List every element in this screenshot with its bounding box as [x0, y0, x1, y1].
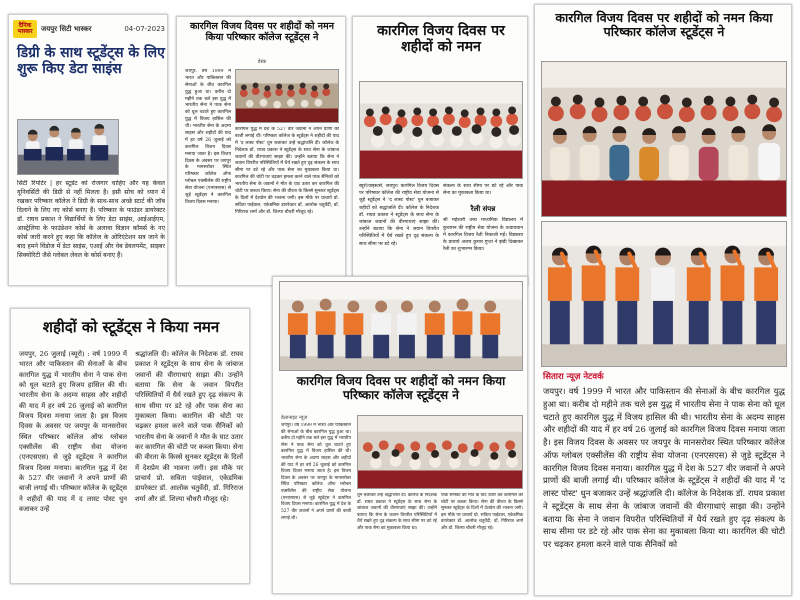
- clipping-byline: डेलानाइट न्यूज़: [281, 415, 308, 421]
- clipping-body-column-2: कारगिल युद्ध में देश के 527 वीर जवानों ने अपने प्राणों की बाजी लगाई थी। परिष्कार कॉलेज के स्टूडेंट्स ने शहीदों की याद में 'द लास्ट पोस्ट' धुन बजाकर उन्हें श्रद्धांजलि दी। कॉलेज के निदेशक डॉ. राघव प्रकाश ने स्टूडेंट्स के साथ सेना के जांबाज जवानों की वीरगाथाएं साझा कीं। उन्होंने बताया कि सेना ने जवान विपरीत परिस्थितियों में धैर्य रखते हुए दृढ़ संकल्प के साथ सीमा पर डटे रहे और पाक सेना का मुकाबला किया था। कारगिल की चोटी पर चढ़कर हमला करने वाले पाक सैनिकों को भारतीय सेना के जवानों ने मौत के घाट उतार कर कारगिल की चोटी पर कब्जा किया। सेना की वीरता के किस्से सुनकर स्टूडेंट्स के दिलों में देशप्रेम की भावना जगी। इस मौके पर प्राचार्य प्रो. सविता पाईवाल, एकेडमिक डायरेक्टर डॉ. आलोक चतुर्वेदी, डॉ. गिरिराज शर्मा और डॉ. शिल्पा चौधरी मौजूद रहे।: [235, 127, 339, 215]
- clipping-body-column-2-bottom: श्री महेश्वरी उच्च माध्यमिक विद्यालय में कुचामन की राष्ट्रीय सेवा योजना के तत्वावधान में कारगिल विजय रैली निकाली गई। विद्यालय के प्राचार्य अजय कुमार गुप्ता ने झंडी दिखाकर रैली का शुभारम्भ किया।: [443, 218, 523, 253]
- students-salute-photo: [541, 221, 787, 367]
- clipping-headline: डिग्री के साथ स्टूडेंट्स के लिए शुरू किए डेटा साइंस: [17, 45, 165, 78]
- clipping-body-column-2: धुन बजाकर उन्हें श्रद्धांजलि दी। कॉलेज के निदेशक डॉ. राघव प्रकाश ने स्टूडेंट्स के साथ सेना के जांबाज जवानों की वीरगाथाएं साझा की। उन्होंने बताया कि सेना के जवान विपरीत परिस्थितियों में धैर्य रखते हुए दृढ़ संकल्प के साथ सीमा पर डटे रहे और पाक सेना का मुकाबला किया था।: [357, 493, 437, 532]
- clipping-byline: डेस्क: [257, 59, 267, 65]
- clipping-headline: कारगिल विजय दिवस पर शहीदों को नमन किया परिष्कार कॉलेज स्टूडेंट्स ने: [555, 10, 773, 40]
- news-agency-label: सितारा न्यूज़ नेटवर्क: [543, 372, 604, 382]
- clipping-body-column-1: जयपुर, 26 जुलाई (ब्यूरो) : वर्ष 1999 में भारत और पाकिस्तान की सेनाओं के बीच कारगिल युद्ध में भारतीय सेना ने पाक सेना को धूल चटाते हुए विजय हासिल की थी। भारतीय सेना के अदम्य साहस और शहीदों की याद में हर वर्ष 26 जुलाई को कारगिल विजय दिवस मनाया जाता है। इस विजय दिवस के अवसर पर जयपुर के मानसरोवर स्थित परिष्कार कॉलेज ऑफ ग्लोबल एक्सीलेंस की राष्ट्रीय सेवा योजना (एनएसएस) से जुड़े स्टूडेंट्स ने कारगिल विजय दिवस मनाया। कारगिल युद्ध में देश के 527 वीर जवानों ने अपने प्राणों की बाजी लगाई थी। परिष्कार कॉलेज के स्टूडेंट्स ने शहीदों की याद में द लास्ट पोस्ट धुन बजाकर उन्हें: [19, 350, 127, 513]
- clipping-body: सिटी रिपोर्टर | हर स्टूडेंट को रोजगार चाहिए और यह केवल यूनिवर्सिटी की डिग्री से नहीं मिलता है। इसी सोच को ध्यान में रखकर परिष्कार कॉलेज ने डिग्री के साथ-साथ अच्छे स्टार्ट की जॉब दिलाने के लिए नए कोर्स बनाए हैं। परिष्कार के फाउंडर डायरेक्टर डॉ. राघव प्रकाश ने विद्यार्थियों के लिए डेटा साइंस, आईआईएम, आस्ट्रेलिया के फाउंडेशन कोर्स के अलावा विज्ञान कॉमर्स के नए कोर्स जारी करने हुए कहा कि कॉलेज के ओरिएंटेशन सत्र जाने के बाद हमने विंडोज में डेटा साइंस, एआई और वेब डेवलपमेंट, साइबर सिक्योरिटी जैसे ग्लोबल लेवल के कोर्स बनाए हैं।: [17, 180, 165, 259]
- news-clipping-kargil-sitara: [534, 4, 792, 596]
- news-clipping-kargil-6: [272, 276, 528, 594]
- newspaper-logo: दैनिक भास्कर: [13, 20, 37, 38]
- clipping-headline: कारगिल विजय दिवस पर शहीदों को नमन: [377, 23, 505, 56]
- clipping-body-column-1: जयपुर। वर्ष 1999 में भारत और पाकिस्तान की सेनाओं के बीच कारगिल युद्ध हुआ था। करीब दो महीने तक चले इस युद्ध में भारतीय सेना ने पाक सेना को धूल चटाते हुए कारगिल युद्ध में विजय हासिल की थी। भारतीय सेना के अदम्य साहस और शहीदों की याद में हर वर्ष 26 जुलाई को कारगिल विजय दिवस मनाया जाता है। इस विजय दिवस के अवसर पर जयपुर के मानसरोवर स्थित परिष्कार कॉलेज ऑफ ग्लोबल एक्सीलेंस की राष्ट्रीय सेवा योजना (एनएसएस) से जुड़े स्टूडेंट्स ने कारगिल विजय दिवस मनाया। कारगिल युद्ध में देश के 527 वीर जवानों ने अपने प्राणों की बाजी लगाई थी।: [281, 423, 351, 521]
- clipping-column-2: [443, 183, 523, 281]
- clipping-subheading: रैली संपन्न: [470, 205, 496, 214]
- news-clipping-kargil-3: [352, 16, 528, 286]
- clipping-body-column-3: पाक सैनिकों को मौत के घाट उतार कर कारगिल की चोटी पर कब्जा किया। सेना की वीरता के किस्से सुनकर स्टूडेंट्स के दिलों में देशप्रेम की भावना जगी। इस मौके पर प्राचार्य प्रो. सविता पाईवाल, एकेडमिक डायरेक्टर डॉ. आलोक चतुर्वेदी, डॉ. गिरिराज शर्मा और डॉ. शिल्पा चौधरी मौजूद रहे।: [441, 493, 523, 532]
- news-clipping-students-tribute: [10, 308, 250, 584]
- clipping-body: जयपुर। वर्ष 1999 में भारत और पाकिस्तान की सेनाओं के बीच कारगिल युद्ध हुआ था। करीब दो महीने तक चले इस युद्ध में भारतीय सेना ने पाक सेना को धूल चटाते हुए कारगिल युद्ध में विजय हासिल की थी। भारतीय सेना के अदम्य साहस और शहीदों की याद में हर वर्ष 26 जुलाई को कारगिल विजय दिवस मनाया जाता है। इस विजय दिवस के अवसर पर जयपुर के मानसरोवर स्थित परिष्कार कॉलेज ऑफ ग्लोबल एक्सीलेंस की राष्ट्रीय सेवा योजना (एनएसएस) से जुड़े स्टूडेंट्स ने कारगिल विजय दिवस मनाया। कारगिल युद्ध में देश के 527 वीर जवानों ने अपने प्राणों की बाजी लगाई थी। परिष्कार कॉलेज के स्टूडेंट्स ने शहीदों की याद में 'द लास्ट पोस्ट' धुन बजाकर उन्हें श्रद्धांजलि दी। कॉलेज के निदेशक डॉ. राघव प्रकाश ने स्टूडेंट्स के साथ सेना के जांबाज जवानों की वीरगाथाएं साझा की। उन्होंने बताया कि सेना ने जवान विपरीत परिस्थितियों में धैर्य रखते हुए दृढ़ संकल्प के साथ सीमा पर डटे रहे और पाक सेना का मुकाबला किया था। कारगिल की चोटी पर चढ़कर हमला करने वाले पाक सैनिकों को: [543, 386, 785, 550]
- clipping-headline: शहीदों को स्टूडेंट्स ने किया नमन: [42, 318, 220, 336]
- news-clipping-kargil-2: [176, 16, 346, 286]
- clipping-headline: कारगिल विजय दिवस पर शहीदों को नमन किया परिष्कार कॉलेज स्टूडेंट्स ने: [296, 374, 506, 402]
- seminar-hall-photo: [357, 415, 523, 489]
- newspaper-name: जयपुर सिटी भास्कर: [41, 24, 92, 33]
- seminar-hall-photo: [359, 81, 523, 179]
- clipping-body-column-1: ब्यूरो/वाइस्टर्स, जयपुर। कारगिल विजय दिवस पर परिष्कार कॉलेज की राष्ट्रीय सेवा योजना से जुड़े स्टूडेंट्स ने 'द लास्ट पोस्ट' धुन बजाकर शहीदों को श्रद्धांजलि दी। कॉलेज के निदेशक डॉ. राघव प्रकाश ने स्टूडेंट्स के साथ सेना के जांबाज जवानों की वीरगाथाएं साझा कीं। उन्होंने बताया कि सेना ने जवान विपरीत परिस्थितियों में धैर्य रखते हुए दृढ़ संकल्प के साथ सीमा पर डटे रहे।: [359, 184, 439, 247]
- clipping-date: 04-07-2023: [124, 25, 165, 33]
- students-salute-photo: [279, 281, 523, 371]
- masthead: [13, 19, 165, 39]
- clipping-body-column-2-top: संकल्प के साथ सीमा पर डटे रहे और पाक सेना का मुकाबला किया था।: [443, 184, 523, 197]
- clipping-body-column-1: जयपुर. वर्ष 1999 में भारत और पाकिस्तान की सेनाओं के बीच कारगिल युद्ध हुआ था। करीब दो महीने तक चले इस युद्ध में भारतीय सेना ने पाक सेना को धूल चटाते हुए कारगिल युद्ध में विजय हासिल की थी। भारतीय सेना के अदम्य साहस और शहीदों की याद में हर वर्ष 26 जुलाई को कारगिल विजय दिवस मनाया जाता है। इस विजय दिवस के अवसर पर जयपुर के मानसरोवर स्थित परिष्कार कॉलेज ऑफ ग्लोबल एक्सीलेंस की राष्ट्रीय सेवा योजना (एनएसएस) से जुड़े स्टूडेंट्स ने कारगिल विजय दिवस मनाया।: [185, 69, 231, 205]
- audience-hall-photo: [541, 61, 787, 217]
- students-classroom-photo: [17, 119, 119, 175]
- clipping-headline: कारगिल विजय दिवस पर शहीदों को नमन किया परिष्कार कॉलेज स्टूडेंट्स ने: [190, 21, 334, 43]
- clipping-body-column-2: श्रद्धांजलि दी। कॉलेज के निदेशक डॉ. राघव प्रकाश ने स्टूडेंट्स के साथ सेना के जांबाज जवानों की वीरगाथाएं साझा की। उन्होंने बताया कि सेना के जवान विपरीत परिस्थितियों में धैर्य रखते हुए दृढ़ संकल्प के साथ सीमा पर डटे रहे और पाक सेना का मुकाबला किया। कारगिल की चोटी पर चढ़कर हमला करने वाले पाक सैनिकों को भारतीय सेना के जवानों ने मौत के घाट उतार कर कारगिल की चोटी पर कब्जा किया। सेना की वीरता के किस्से सुनकर स्टूडेंट्स के दिलों में देशप्रेम की भावना जगी। इस मौके पर प्राचार्य प्रो. सविता पाईवाल, एकेडमिक डायरेक्टर डॉ. आलोक चतुर्वेदी, डॉ. गिरिराज शर्मा और डॉ. शिल्पा चौधरी मौजूद रहे।: [135, 350, 243, 503]
- news-clipping-data-science: [8, 14, 168, 286]
- audience-photo: [235, 69, 339, 123]
